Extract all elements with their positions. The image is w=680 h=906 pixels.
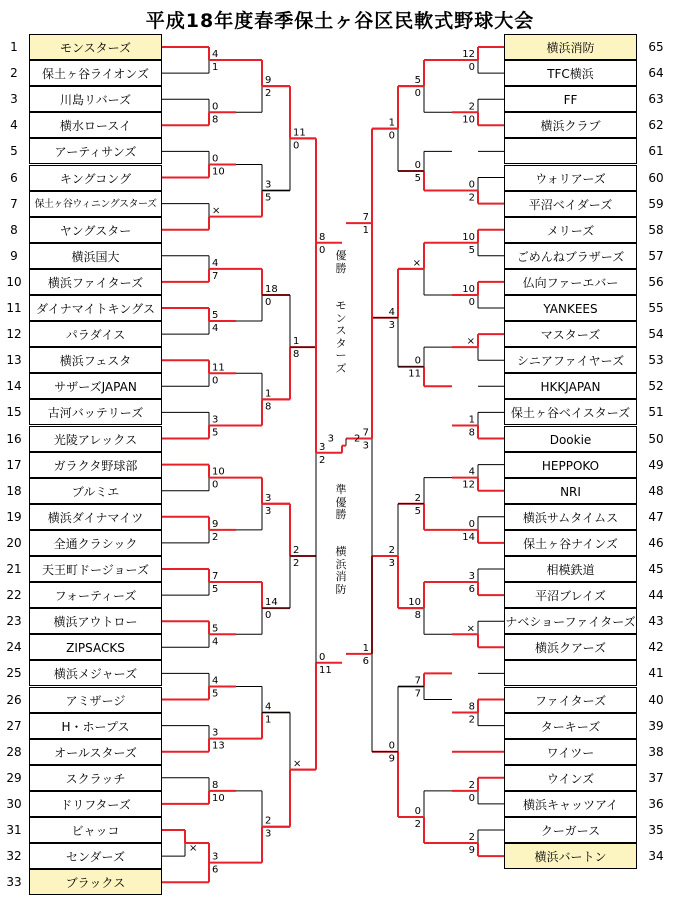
- team-name: ブラックス: [29, 869, 162, 895]
- score-bottom: 6: [212, 864, 219, 876]
- score-bottom: 3: [388, 557, 395, 569]
- score-top: 0: [388, 740, 395, 752]
- team-name: シニアファイヤーズ: [504, 347, 637, 373]
- seed-number: 30: [6, 796, 22, 811]
- seed-number: 4: [10, 118, 18, 133]
- score-top: 0: [414, 805, 421, 817]
- score-bottom: 4: [212, 323, 219, 335]
- score-top: ×: [293, 758, 302, 770]
- team-name: モンスターズ: [29, 34, 162, 60]
- seed-number: 10: [6, 274, 22, 289]
- score-bottom: 5: [212, 688, 219, 700]
- score-bottom: 0: [468, 62, 475, 74]
- page-title: 平成18年度春季保土ヶ谷区民軟式野球大会: [145, 10, 535, 32]
- score-bottom: 5: [265, 192, 272, 204]
- team-name: メリーズ: [504, 217, 637, 243]
- seed-number: 34: [648, 849, 664, 864]
- seed-number: 3: [10, 92, 18, 107]
- team-name: サザーズJAPAN: [29, 373, 162, 399]
- team-name: 保土ヶ谷ベイスターズ: [504, 399, 637, 425]
- seed-number: 28: [6, 744, 22, 759]
- seed-number: 11: [6, 301, 22, 315]
- score-top: 3: [212, 727, 219, 739]
- score-top: 4: [212, 257, 219, 269]
- seed-number: 5: [10, 144, 18, 159]
- seed-number: 27: [6, 718, 22, 733]
- team-name: スクラッチ: [29, 765, 162, 791]
- score-top: 10: [212, 466, 225, 478]
- team-name: 相模鉄道: [504, 556, 637, 582]
- team-name: TFC横浜: [504, 60, 637, 86]
- score-bottom: 0: [265, 610, 272, 622]
- score-top: ×: [466, 623, 475, 635]
- score-bottom: 0: [293, 140, 300, 152]
- seed-number: 58: [648, 222, 664, 237]
- score-top: 0: [468, 179, 475, 191]
- score-bottom: 1: [362, 225, 369, 237]
- score-top: 12: [462, 49, 475, 61]
- score-top: 1: [388, 117, 395, 129]
- score-top: ×: [412, 257, 421, 269]
- score-top: 8: [319, 231, 326, 243]
- team-name: NRI: [504, 478, 637, 504]
- score-top: 10: [462, 283, 475, 295]
- seed-number: 64: [648, 66, 664, 81]
- seed-number: 20: [6, 535, 22, 550]
- team-name: アーティサンズ: [29, 138, 162, 164]
- seed-number: 32: [6, 849, 22, 864]
- seed-number: 62: [648, 118, 664, 133]
- score-bottom: 0: [319, 244, 326, 256]
- score-top: 2: [414, 492, 421, 504]
- score-top: 7: [414, 675, 421, 687]
- score-bottom: 2: [414, 818, 421, 830]
- team-name: 横浜ファイターズ: [29, 269, 162, 295]
- score-top: 7: [362, 212, 369, 224]
- seed-number: 44: [648, 588, 664, 603]
- score-bottom: 2: [212, 531, 219, 543]
- seed-number: 7: [10, 196, 18, 211]
- score-bottom: 4: [212, 636, 219, 648]
- score-top: 10: [462, 231, 475, 243]
- walkover-mark: ×: [189, 843, 198, 855]
- team-name: 天王町ドージョーズ: [29, 556, 162, 582]
- team-name: 横浜キャッツアイ: [504, 791, 637, 817]
- team-name: 横水ロースイ: [29, 112, 162, 138]
- seed-number: 21: [6, 562, 22, 576]
- team-name: 横浜クラブ: [504, 112, 637, 138]
- team-name: ウインズ: [504, 765, 637, 791]
- seed-number: 47: [648, 509, 664, 524]
- score-top: 0: [319, 651, 326, 663]
- team-name: 横浜アウトロー: [29, 608, 162, 634]
- score-top: 1: [293, 336, 300, 348]
- champion-team: モ ン ス タ ー ズ: [335, 299, 347, 375]
- score-bottom: 2: [468, 714, 475, 726]
- score-bottom: 11: [408, 368, 421, 380]
- team-name: 横浜ダイナマイツ: [29, 504, 162, 530]
- score-top: 3: [319, 441, 326, 453]
- seed-number: 39: [648, 718, 664, 733]
- seed-number: 46: [648, 535, 664, 550]
- seed-number: 53: [648, 353, 664, 368]
- score-bottom: 12: [462, 479, 475, 491]
- runner-up-team: 横 浜 消 防: [335, 545, 347, 596]
- score-top: 1: [265, 388, 272, 400]
- team-name: ガラクタ野球部: [29, 452, 162, 478]
- team-name: ごめんねブラザーズ: [504, 243, 637, 269]
- seed-number: 48: [648, 483, 664, 498]
- score-bottom: 5: [212, 427, 219, 439]
- team-name: 古河バッテリーズ: [29, 399, 162, 425]
- seed-number: 52: [648, 379, 664, 394]
- team-name: ドリフターズ: [29, 791, 162, 817]
- seed-number: 15: [6, 405, 22, 420]
- score-top: 4: [212, 675, 219, 687]
- score-top: 3: [265, 492, 272, 504]
- score-top: 0: [212, 101, 219, 113]
- team-name: Dookie: [504, 426, 637, 452]
- score-top: 5: [212, 310, 219, 322]
- score-bottom: 0: [468, 792, 475, 804]
- seed-number: 41: [648, 666, 664, 681]
- score-top: 4: [388, 306, 395, 318]
- score-top: 4: [468, 466, 475, 478]
- seed-number: 16: [6, 431, 22, 446]
- seed-number: 35: [648, 823, 664, 837]
- score-bottom: 11: [319, 664, 332, 676]
- final-score-left: 3: [327, 433, 334, 445]
- score-top: 0: [414, 159, 421, 171]
- score-bottom: 8: [468, 427, 475, 439]
- score-top: 2: [293, 544, 300, 556]
- seed-number: 56: [648, 274, 664, 289]
- score-bottom: 10: [212, 166, 225, 178]
- seed-number: 40: [648, 692, 664, 707]
- score-top: 2: [468, 832, 475, 844]
- seed-number: 6: [10, 170, 18, 185]
- team-name: FF: [504, 86, 637, 112]
- team-name: ナベショーファイターズ: [504, 608, 637, 634]
- seed-number: 13: [6, 353, 22, 368]
- score-bottom: 0: [212, 375, 219, 387]
- score-top: 11: [293, 127, 306, 139]
- score-bottom: 6: [468, 584, 475, 596]
- score-top: 5: [414, 75, 421, 87]
- seed-number: 60: [648, 170, 664, 185]
- score-bottom: 10: [462, 114, 475, 126]
- score-top: 7: [362, 427, 369, 439]
- seed-number: 24: [6, 640, 22, 655]
- score-bottom: 3: [265, 505, 272, 517]
- score-top: 3: [212, 851, 219, 863]
- score-bottom: 7: [212, 270, 219, 282]
- seed-number: 55: [648, 301, 664, 315]
- team-name: ブルミエ: [29, 478, 162, 504]
- team-name: ビャッコ: [29, 817, 162, 843]
- score-top: 8: [468, 701, 475, 713]
- score-top: 2: [468, 779, 475, 791]
- score-top: 0: [414, 355, 421, 367]
- score-bottom: 3: [388, 319, 395, 331]
- score-top: 4: [265, 701, 272, 713]
- team-name: センダーズ: [29, 843, 162, 869]
- seed-number: 36: [648, 796, 664, 811]
- team-name: 平沼ブレイズ: [504, 582, 637, 608]
- seed-number: 57: [648, 248, 664, 263]
- seed-number: 14: [6, 379, 22, 394]
- seed-number: 1: [10, 40, 18, 54]
- team-name: ターキーズ: [504, 713, 637, 739]
- seed-number: 42: [648, 640, 664, 655]
- team-name: オールスターズ: [29, 739, 162, 765]
- seed-number: 65: [648, 40, 664, 54]
- score-bottom: 0: [265, 296, 272, 308]
- team-name: 川島リバーズ: [29, 86, 162, 112]
- score-top: 18: [265, 283, 278, 295]
- score-bottom: 6: [362, 655, 369, 667]
- team-name: 保土ヶ谷ナインズ: [504, 530, 637, 556]
- score-top: 8: [212, 779, 219, 791]
- seed-number: 33: [6, 875, 22, 890]
- team-name: HEPPOKO: [504, 452, 637, 478]
- score-top: 9: [265, 75, 272, 87]
- team-name: ヤングスター: [29, 217, 162, 243]
- score-bottom: 8: [414, 610, 421, 622]
- score-bottom: 5: [414, 505, 421, 517]
- seed-number: 50: [648, 431, 664, 446]
- score-bottom: 2: [319, 454, 326, 466]
- team-name: 光陵アレックス: [29, 426, 162, 452]
- score-bottom: 14: [462, 531, 475, 543]
- score-bottom: 13: [212, 740, 225, 752]
- score-bottom: 2: [468, 192, 475, 204]
- score-bottom: 10: [212, 792, 225, 804]
- final-score-right: 2: [354, 433, 361, 445]
- score-top: 1: [468, 414, 475, 426]
- champion-label: 優 勝: [335, 249, 347, 275]
- team-name: HKKJAPAN: [504, 373, 637, 399]
- score-top: 9: [212, 518, 219, 530]
- seed-number: 12: [6, 327, 22, 342]
- team-name: 保土ヶ谷ライオンズ: [29, 60, 162, 86]
- seed-number: 2: [10, 66, 18, 81]
- team-name: マスターズ: [504, 321, 637, 347]
- seed-number: 29: [6, 770, 22, 785]
- team-name: ワイツー: [504, 739, 637, 765]
- team-name: 横浜サムタイムス: [504, 504, 637, 530]
- score-top: 2: [265, 815, 272, 827]
- score-bottom: 0: [388, 130, 395, 142]
- seed-number: 23: [6, 614, 22, 629]
- seed-number: 59: [648, 196, 664, 211]
- score-bottom: 1: [265, 714, 272, 726]
- team-name: 仏向ファーエバー: [504, 269, 637, 295]
- score-bottom: 5: [414, 172, 421, 184]
- team-name: 横浜フェスタ: [29, 347, 162, 373]
- team-name: 横浜バートン: [504, 843, 637, 869]
- team-name: ZIPSACKS: [29, 634, 162, 660]
- score-bottom: 5: [212, 584, 219, 596]
- team-name: 横浜クアーズ: [504, 634, 637, 660]
- seed-number: 18: [6, 483, 22, 498]
- team-name: [504, 138, 637, 164]
- score-bottom: 9: [388, 753, 395, 765]
- score-bottom: 8: [212, 114, 219, 126]
- score-top: 3: [212, 414, 219, 426]
- seed-number: 63: [648, 92, 664, 107]
- team-name: ファイターズ: [504, 687, 637, 713]
- team-name: クーガース: [504, 817, 637, 843]
- team-name: アミザージ: [29, 687, 162, 713]
- team-name: キングコング: [29, 165, 162, 191]
- score-top: 10: [408, 597, 421, 609]
- score-bottom: 3: [265, 828, 272, 840]
- runner-up-label: 準 優 勝: [335, 483, 347, 521]
- score-bottom: 7: [414, 688, 421, 700]
- score-bottom: 3: [362, 440, 369, 452]
- seed-number: 54: [648, 327, 664, 342]
- score-top: 4: [212, 49, 219, 61]
- seed-number: 49: [648, 457, 664, 472]
- team-name: YANKEES: [504, 295, 637, 321]
- team-name: ウォリアーズ: [504, 165, 637, 191]
- score-top: 3: [265, 179, 272, 191]
- team-name: 全通クラシック: [29, 530, 162, 556]
- team-name: H・ホープス: [29, 713, 162, 739]
- seed-number: 45: [648, 562, 664, 576]
- score-top: 3: [468, 571, 475, 583]
- score-bottom: 1: [212, 62, 219, 74]
- score-bottom: 2: [293, 557, 300, 569]
- score-bottom: 8: [293, 349, 300, 361]
- score-top: 11: [212, 362, 225, 374]
- seed-number: 31: [6, 823, 22, 837]
- score-top: 14: [265, 597, 278, 609]
- seed-number: 25: [6, 666, 22, 681]
- seed-number: 19: [6, 509, 22, 524]
- score-top: 7: [212, 571, 219, 583]
- score-bottom: 0: [212, 479, 219, 491]
- score-top: 2: [388, 544, 395, 556]
- seed-number: 8: [10, 222, 18, 237]
- seed-number: 26: [6, 692, 22, 707]
- team-name: [504, 660, 637, 686]
- team-name: 保土ヶ谷ウィニングスターズ: [29, 191, 162, 217]
- team-name: 横浜消防: [504, 34, 637, 60]
- seed-number: 22: [6, 588, 22, 603]
- seed-number: 43: [648, 614, 664, 629]
- score-top: ×: [466, 336, 475, 348]
- score-bottom: 0: [414, 88, 421, 100]
- seed-number: 61: [648, 144, 664, 159]
- score-top: 0: [212, 153, 219, 165]
- score-bottom: 0: [468, 296, 475, 308]
- team-name: フォーティーズ: [29, 582, 162, 608]
- team-name: パラダイス: [29, 321, 162, 347]
- score-top: 2: [468, 101, 475, 113]
- team-name: 平沼ベイダーズ: [504, 191, 637, 217]
- team-name: 横浜メジャーズ: [29, 660, 162, 686]
- score-bottom: 9: [468, 845, 475, 857]
- seed-number: 9: [10, 248, 18, 263]
- score-top: 0: [468, 518, 475, 530]
- team-name: 横浜国大: [29, 243, 162, 269]
- score-bottom: 5: [468, 244, 475, 256]
- seed-number: 51: [648, 405, 664, 420]
- seed-number: 17: [6, 457, 22, 472]
- seed-number: 38: [648, 744, 664, 759]
- score-bottom: 8: [265, 401, 272, 413]
- score-bottom: 2: [265, 88, 272, 100]
- score-top: 5: [212, 623, 219, 635]
- score-top: ×: [212, 205, 221, 217]
- score-top: 1: [362, 642, 369, 654]
- team-name: ダイナマイトキングス: [29, 295, 162, 321]
- seed-number: 37: [648, 770, 664, 785]
